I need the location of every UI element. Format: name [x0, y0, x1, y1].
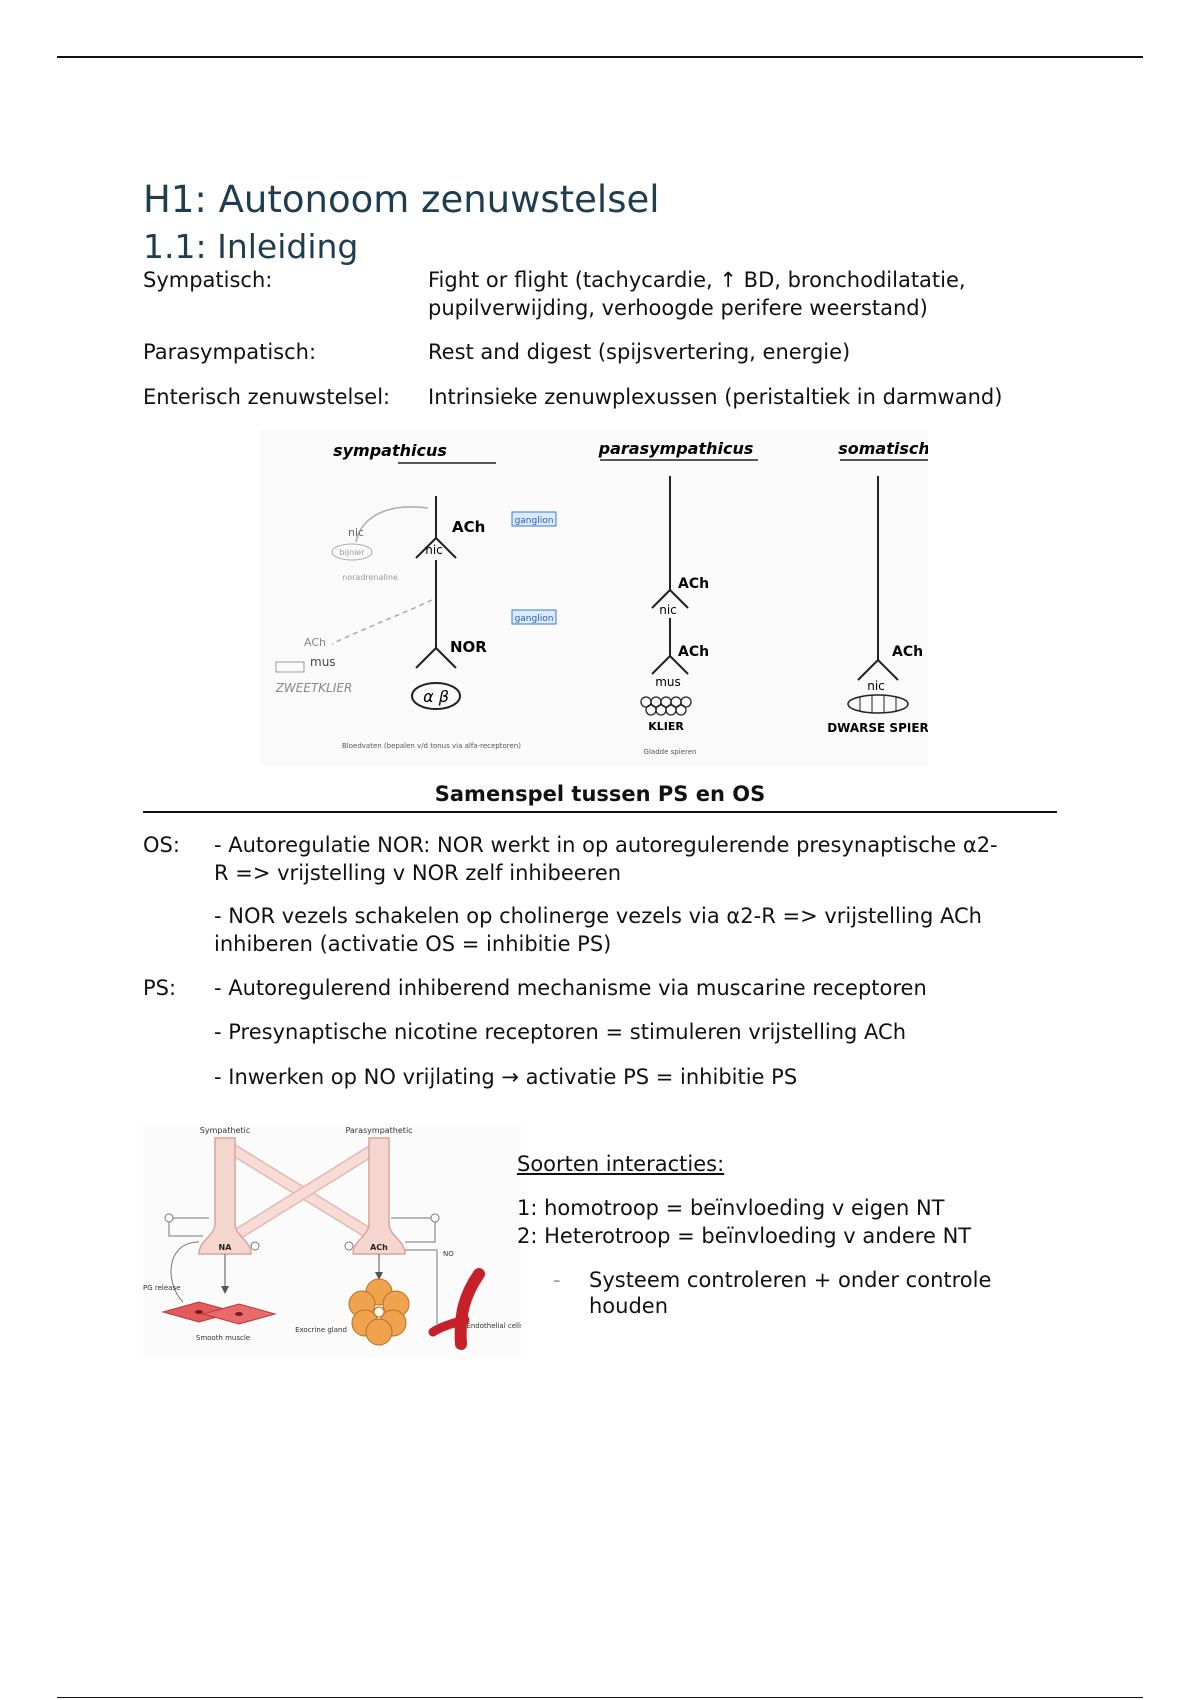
- para-nic-label: nic: [659, 603, 677, 617]
- ps-item-2: - Presynaptische nicotine receptoren = stimuleren vrijstelling ACh: [214, 1020, 907, 1044]
- dwarse-spier-label: DWARSE SPIER: [827, 721, 928, 735]
- term-parasympatisch: Parasympatisch:: [143, 340, 317, 364]
- footer-rule: [57, 1697, 1143, 1698]
- figure-caption: Samenspel tussen PS en OS: [434, 782, 766, 806]
- section-title: 1.1: Inleiding: [143, 227, 359, 266]
- os-p1-line2: R => vrijstelling v NOR zelf inhibeeren: [214, 861, 622, 885]
- desc-enterisch: Intrinsieke zenuwplexussen (peristaltiek in darmwand): [428, 385, 1003, 409]
- pg-release-label: PG release: [143, 1284, 181, 1292]
- os-label: OS:: [143, 833, 180, 857]
- header-rule: [57, 56, 1143, 58]
- para-ach-label-1: ACh: [678, 576, 710, 592]
- interaction-diagram: [143, 1124, 521, 1358]
- ganglion-tag-2: ganglion: [514, 614, 554, 624]
- interactions-bullet-line1: Systeem controleren + onder controle: [589, 1268, 992, 1292]
- nervous-system-schematic: [260, 430, 928, 766]
- ganglion-tag-1: ganglion: [514, 516, 554, 526]
- sympathetic-label: Sympathetic: [199, 1126, 251, 1135]
- ps-item-3: - Inwerken op NO vrijlating → activatie PS = inhibitie PS: [214, 1065, 798, 1089]
- os-p2-line2: inhiberen (activatie OS = inhibitie PS): [214, 932, 612, 956]
- interactions-line2: 2: Heterotroop = beïnvloeding v andere NT: [517, 1224, 972, 1248]
- col-label-parasympathicus: parasympathicus: [598, 439, 754, 458]
- sym-ach-label: ACh: [452, 518, 486, 536]
- soma-nic-label: nic: [867, 679, 885, 693]
- sym-nor-label: NOR: [450, 638, 487, 656]
- na-label: NA: [218, 1243, 232, 1252]
- desc-parasympatisch: Rest and digest (spijsvertering, energie): [428, 340, 851, 364]
- para-mus-label: mus: [655, 675, 681, 689]
- blood-vessel-icon: [461, 1274, 479, 1344]
- sym-mus-label: mus: [310, 655, 336, 669]
- interactions-title: Soorten interacties:: [517, 1152, 725, 1176]
- endothelial-cells-label: Endothelial cells: [466, 1322, 521, 1330]
- os-p1-line1: - Autoregulatie NOR: NOR werkt in op autoregulerende presynaptische α2-: [214, 833, 998, 857]
- sym-nic-label: nic: [425, 543, 443, 557]
- col-label-somatisch: somatisch: [838, 439, 928, 458]
- zweetklier-label: ZWEETKLIER: [275, 681, 353, 695]
- bijnier-nic-label: nic: [348, 526, 365, 539]
- ps-label: PS:: [143, 976, 177, 1000]
- klier-cells-icon: [641, 697, 691, 715]
- para-ach-label-2: ACh: [678, 644, 710, 660]
- smooth-muscle-icon: [163, 1302, 275, 1324]
- ps-item-1: - Autoregulerend inhiberend mechanisme via muscarine receptoren: [214, 976, 927, 1000]
- muscle-fiber-icon: [848, 695, 908, 713]
- caption-rule: [143, 811, 1057, 813]
- klier-label: KLIER: [648, 720, 684, 733]
- bullet-mark: -: [553, 1268, 561, 1292]
- os-p2-line1: - NOR vezels schakelen op cholinerge vezels via α2-R => vrijstelling ACh: [214, 904, 982, 928]
- ach-label: ACh: [370, 1243, 388, 1252]
- interactions-line1: 1: homotroop = beïnvloeding v eigen NT: [517, 1196, 945, 1220]
- sym-zweet-ach-label: ACh: [304, 636, 326, 649]
- soma-ach-label: ACh: [892, 644, 924, 660]
- alpha-beta-receptors: α β: [423, 687, 449, 706]
- bloedvaten-caption: Bloedvaten (bepalen v/d tonus via alfa-receptoren): [342, 742, 521, 750]
- col-label-sympathicus: sympathicus: [333, 441, 447, 460]
- noradrenaline-label: noradrenaline: [342, 573, 398, 582]
- exocrine-gland-icon: [349, 1279, 409, 1345]
- parasympathetic-label: Parasympathetic: [345, 1126, 413, 1135]
- bijnier-label: bijnier: [339, 548, 365, 557]
- desc-sympatisch-line1: Fight or flight (tachycardie, ↑ BD, bronchodilatatie,: [428, 268, 966, 292]
- gladde-spieren-caption: Gladde spieren: [643, 748, 697, 756]
- interactions-bullet-line2: houden: [589, 1294, 669, 1318]
- desc-sympatisch-line2: pupilverwijding, verhoogde perifere weerstand): [428, 296, 928, 320]
- term-sympatisch: Sympatisch:: [143, 268, 273, 292]
- exocrine-gland-label: Exocrine gland: [295, 1326, 347, 1334]
- page-title: H1: Autonoom zenuwstelsel: [143, 178, 660, 221]
- no-label: NO: [443, 1250, 454, 1258]
- term-enterisch: Enterisch zenuwstelsel:: [143, 385, 391, 409]
- smooth-muscle-label: Smooth muscle: [195, 1334, 251, 1342]
